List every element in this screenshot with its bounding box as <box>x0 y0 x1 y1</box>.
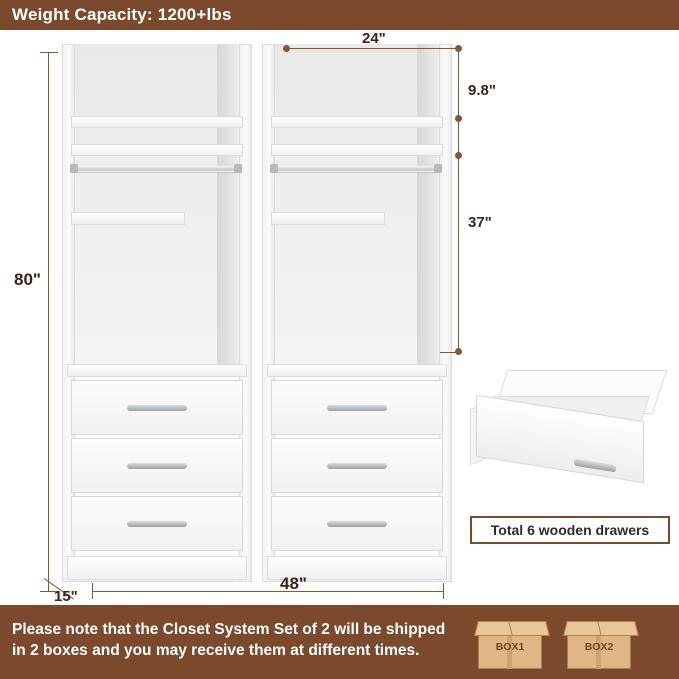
dim-label-height-80: 80" <box>14 270 41 289</box>
cavity-back-panel <box>275 44 439 374</box>
rod-cap-left <box>70 164 78 173</box>
dim-label-9-8: 9.8" <box>468 82 496 99</box>
dim-label-width-48: 48" <box>280 574 307 593</box>
closet-unit-left <box>62 44 252 582</box>
drawer-count-text: Total 6 wooden drawers <box>490 522 650 538</box>
weight-capacity-banner <box>0 0 679 30</box>
drawer-handle[interactable] <box>327 405 387 411</box>
rod-cap-right <box>234 164 242 173</box>
cavity-back-panel <box>75 44 239 374</box>
box-flap-right <box>508 621 550 636</box>
rod-support-shelf <box>71 144 243 156</box>
shipping-note-text: Please note that the Closet System Set of 2 will be shipped in 2 boxes and you may receive them at different times. <box>12 621 446 659</box>
base-panel <box>67 556 247 580</box>
dim-tick-left-48 <box>92 583 93 599</box>
dim-tick-37-bottom <box>440 352 462 353</box>
dim-guide-right-top <box>458 48 459 118</box>
dim-line-37 <box>458 156 459 352</box>
unit-cavity <box>275 44 439 374</box>
dim-label-37: 37" <box>468 214 492 231</box>
dim-line-width-48 <box>92 591 444 592</box>
shipping-note-banner <box>0 605 679 679</box>
shipping-box-1 <box>474 614 548 670</box>
dim-line-height-80 <box>48 52 49 592</box>
box-label-1: BOX1 <box>495 641 525 653</box>
weight-capacity-text: Weight Capacity: 1200+lbs <box>12 5 232 24</box>
drawer-bank-top <box>67 364 247 377</box>
drawer-5[interactable] <box>271 438 443 493</box>
product-illustration <box>0 30 679 605</box>
box-label-2: BOX2 <box>584 641 614 653</box>
closet-system-drawing <box>62 44 457 582</box>
dim-dot <box>283 45 290 52</box>
drawer-handle[interactable] <box>327 463 387 469</box>
drawer-handle[interactable] <box>127 463 187 469</box>
box-flap-right <box>597 621 639 636</box>
cavity-depth-shade <box>217 44 239 374</box>
dim-line-9-8 <box>458 118 459 156</box>
drawer-count-callout <box>470 516 670 544</box>
drawer-1[interactable] <box>71 380 243 435</box>
hanging-rod <box>276 166 438 172</box>
unit-cavity <box>75 44 239 374</box>
dim-label-depth-15: 15" <box>54 588 78 605</box>
drawer-3[interactable] <box>71 496 243 551</box>
drawer-2[interactable] <box>71 438 243 493</box>
drawer-handle[interactable] <box>127 405 187 411</box>
closet-unit-right <box>262 44 452 582</box>
drawer-handle[interactable] <box>327 521 387 527</box>
single-drawer-illustration <box>470 370 670 500</box>
dim-tick-right-48 <box>443 583 444 599</box>
drawer-handle[interactable] <box>127 521 187 527</box>
top-shelf <box>71 116 243 128</box>
drawer-bank-top <box>267 364 447 377</box>
rod-cap-right <box>434 164 442 173</box>
top-shelf <box>271 116 443 128</box>
mid-shelf <box>271 212 385 225</box>
hanging-rod <box>76 166 238 172</box>
dim-line-width-24 <box>286 48 458 49</box>
cavity-depth-shade <box>417 44 439 374</box>
rod-cap-left <box>270 164 278 173</box>
dim-dot <box>455 115 462 122</box>
mid-shelf <box>71 212 185 225</box>
rod-support-shelf <box>271 144 443 156</box>
shipping-box-2 <box>563 614 637 670</box>
dim-label-width-24: 24" <box>362 30 386 47</box>
drawer-4[interactable] <box>271 380 443 435</box>
dim-tick-top <box>40 52 58 53</box>
drawer-6[interactable] <box>271 496 443 551</box>
